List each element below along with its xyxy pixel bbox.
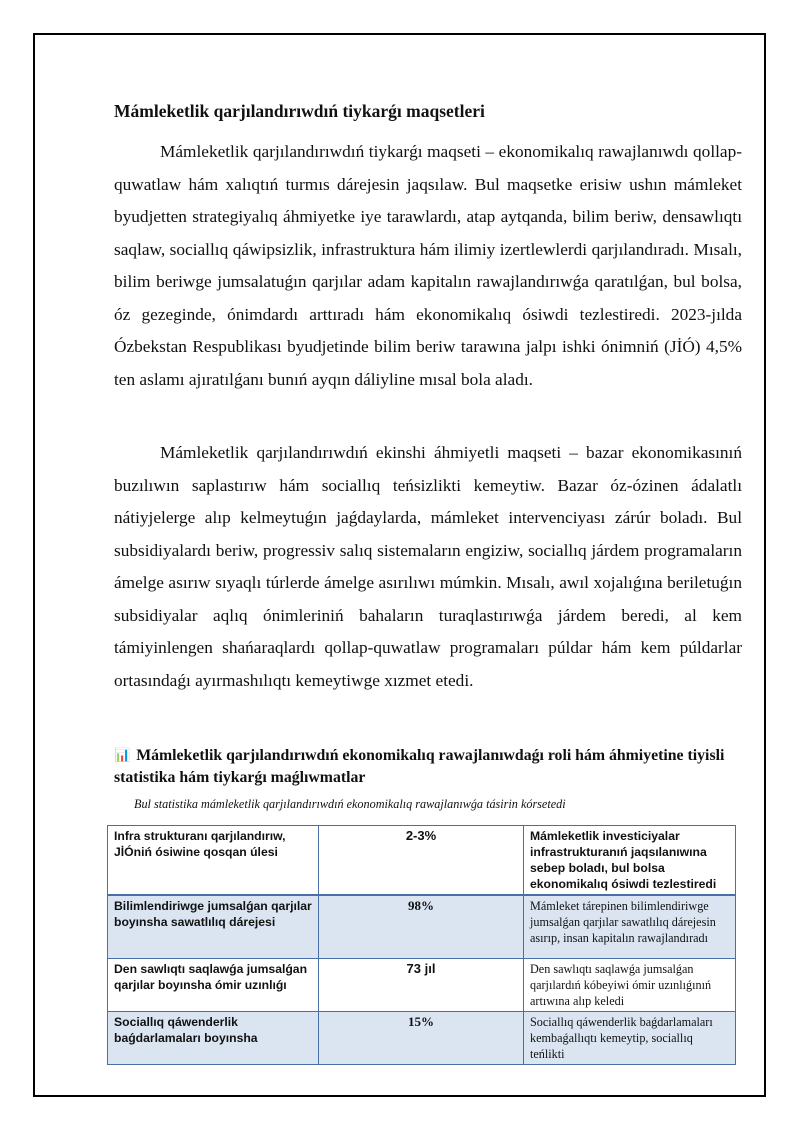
paragraph-1: Mámleketlik qarjılandırıwdıń tiykarǵı maqseti – ekonomikalıq rawajlanıwdı qollap-quwatlaw hám xalıqtıń turmıs dárejesin jaqsılaw. Bul maqsetke erisiw ushın mámleket byudjetten strategiyalıq áhmiyetke iye tarawlardı, atap aytqanda, bilim beriw, densawlıqtı saqlaw, sociallıq qáwipsizlik, infrastruktura hám ilimiy izertlewlerdi qarjılandıradı. Mısalı, bilim beriwge jumsalatuǵın qarjılar adam kapitalın rawajlandırıwǵa qaratılǵan, bul bolsa, óz gezeginde, ónimdardı arttıradı hám ekonomikalıq ósiwdi tezlestiredi. 2023-jılda Ózbekstan Respublikası byudjetinde bilim beriw tarawına jalpı ishki ónimniń (JİÓ) 4,5% ten aslamı ajıratılǵanı bunıń ayqın dáliyline mısal bola aladı. bbox=[114, 142, 742, 389]
table-caption: Bul statistika mámleketlik qarjılandırıwdıń ekonomikalıq rawajlanıwǵa tásirin kórsetedi bbox=[134, 797, 566, 811]
indicator-cell: Infra strukturanı qarjılandırıw, JİÓniń ósiwine qosqan úlesi bbox=[108, 826, 319, 896]
table-row bbox=[108, 958, 736, 1011]
indicator-cell: Bilimlendiriwge jumsalǵan qarjılar boyınsha sawatlılıq dárejesi bbox=[108, 895, 319, 958]
table-row bbox=[108, 895, 736, 958]
note-cell: Sociallıq qáwenderlik baǵdarlamaları kembaǵallıqtı kemeytip, sociallıq teńlikti bbox=[524, 1011, 736, 1064]
paragraph-2: Mámleketlik qarjılandırıwdıń ekinshi áhmiyetli maqseti – bazar ekonomikasınıń buzılıwın saplastırıw hám sociallıq teńsizlikti kemeytiw. Bazar óz-ózinen ádalatlı nátiyjelerge alıp kelmeytuǵın jaǵdaylarda, mámleket intervenciyası zárúr boladı. Bul subsidiyalardı beriw, progressiv salıq sistemaların engiziw, sociallıq járdem programaların ámelge asırıw sıyaqlı túrlerde ámelge asırılıwı múmkin. Mısalı, awıl xojalıǵına beriletuǵın subsidiyalar aqlıq ónimleriniń bahaların turaqlastırıwǵa járdem beredi, al kem támiyinlengen shańaraqlardı qollap-quwatlaw programaları púldar hám kem púldarlar ortasındaǵı ayırmashılıqtı kemeytiwge xızmet etedi. bbox=[114, 443, 742, 690]
value-cell: 73 jıl bbox=[319, 958, 524, 1011]
statistics-title-text: Mámleketlik qarjılandırıwdıń ekonomikalıq rawajlanıwdaǵı roli hám áhmiyetine tiyisli statistika hám tiykarǵı maǵlıwmatlar bbox=[114, 747, 725, 786]
table-row bbox=[108, 1011, 736, 1064]
statistics-table bbox=[107, 825, 736, 1065]
note-cell: Mámleket tárepinen bilimlendiriwge jumsalǵan qarjılar sawatlılıq dárejesin asırıp, insan kapitalın rawajlandıradı bbox=[524, 895, 736, 958]
indicator-cell: Den sawlıqtı saqlawǵa jumsalǵan qarjılar boyınsha ómir uzınlıǵı bbox=[108, 958, 319, 1011]
bar-chart-icon: 📊 bbox=[114, 747, 131, 762]
section-heading: Mámleketlik qarjılandırıwdıń tiykarǵı maqsetleri bbox=[114, 101, 485, 121]
value-cell: 98% bbox=[319, 895, 524, 958]
statistics-title bbox=[114, 745, 754, 789]
value-cell: 15% bbox=[319, 1011, 524, 1064]
note-cell: Mámleketlik investiciyalar infrastrukturanıń jaqsılanıwına sebep boladı, bul bolsa ekonomikalıq ósiwdi tezlestiredi bbox=[524, 826, 736, 896]
value-cell: 2-3% bbox=[319, 826, 524, 896]
indicator-cell: Sociallıq qáwenderlik baǵdarlamaları boyınsha bbox=[108, 1011, 319, 1064]
table-row bbox=[108, 826, 736, 896]
note-cell: Den sawlıqtı saqlawǵa jumsalǵan qarjılardıń kóbeyiwi ómir uzınlıǵınıń artıwına alıp keledi bbox=[524, 958, 736, 1011]
